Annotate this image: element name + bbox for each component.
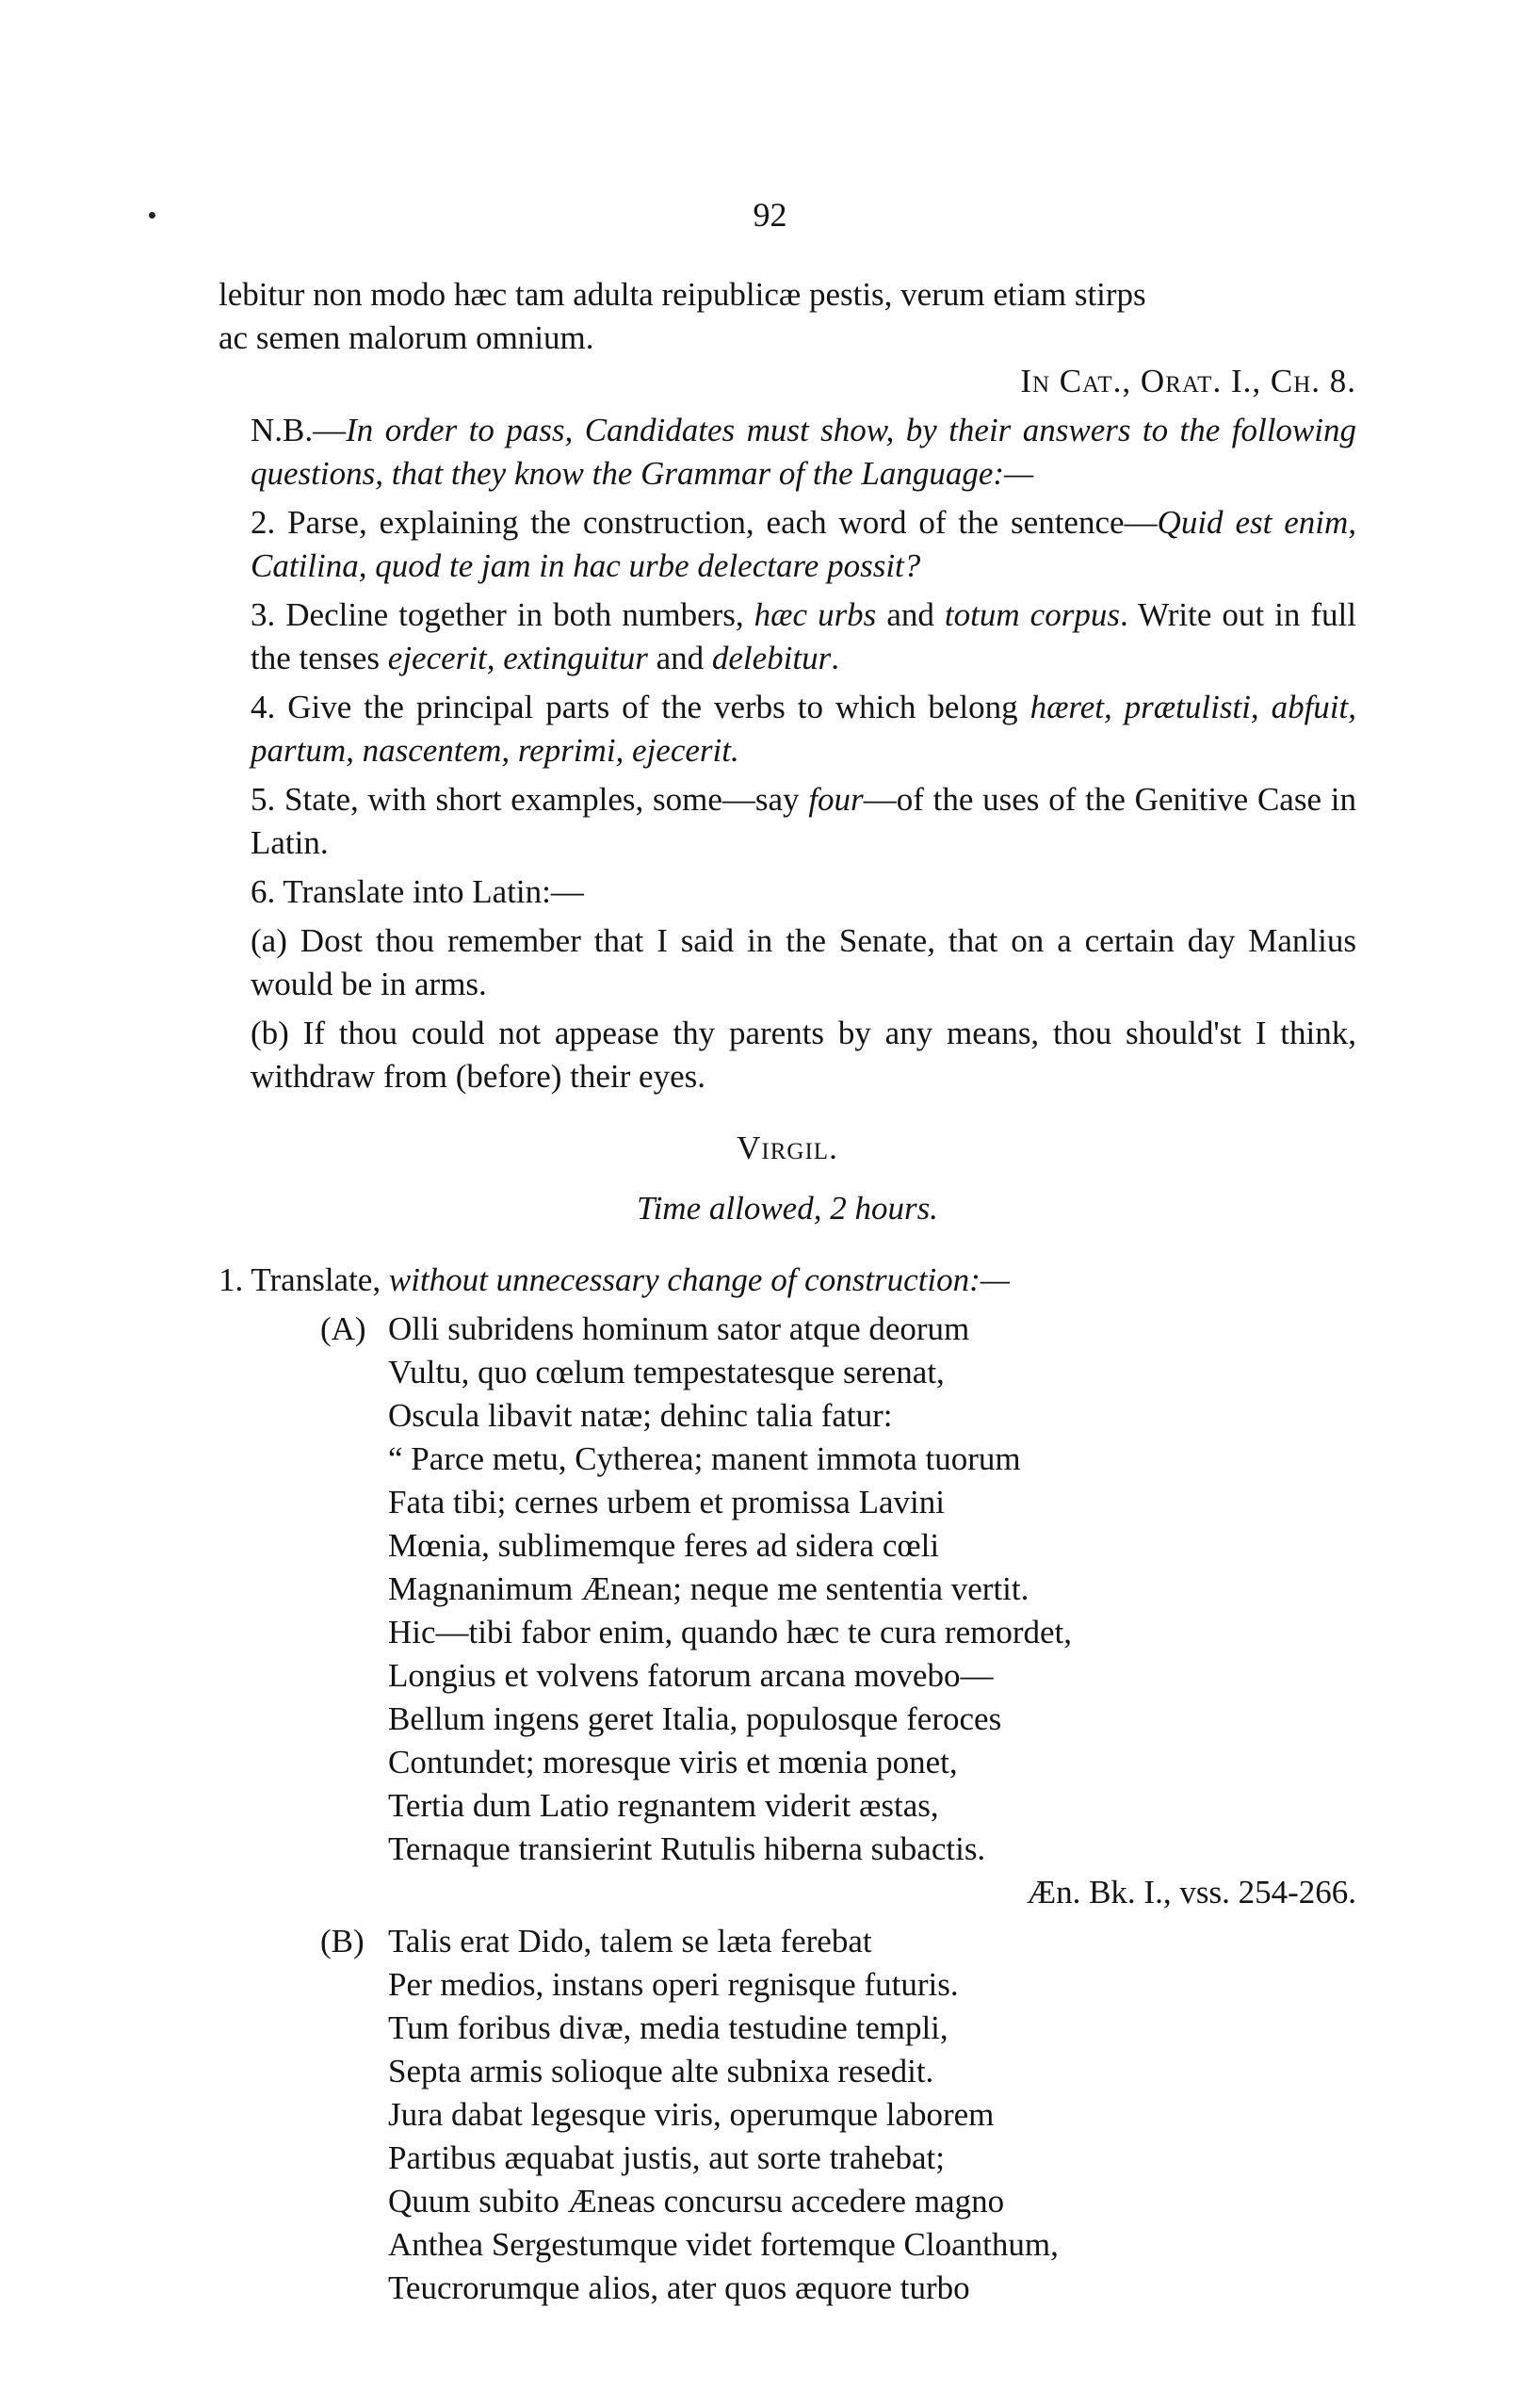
verse-line: Olli subridens hominum sator atque deorum xyxy=(388,1310,970,1347)
verse-line: Tertia dum Latio regnantem viderit æstas, xyxy=(388,1787,939,1824)
question-3-word-2: totum corpus xyxy=(944,596,1120,633)
verse-line: Oscula libavit natæ; dehinc talia fatur: xyxy=(388,1397,893,1434)
verse-line: Hic—tibi fabor enim, quando hæc te cura remordet, xyxy=(388,1614,1073,1650)
question-2-text: 2. Parse, explaining the construction, each word of the sentence— xyxy=(251,504,1158,541)
opening-paragraph xyxy=(219,273,1356,360)
citation-cicero: In Cat., Orat. I., Ch. 8. xyxy=(1020,363,1356,399)
question-6b xyxy=(219,1012,1356,1098)
question-3 xyxy=(219,593,1356,680)
passage-b xyxy=(219,1920,1356,2310)
passage-a-first-line xyxy=(320,1308,1356,1351)
question-5 xyxy=(219,778,1356,865)
verse-line: Vultu, quo cœlum tempestatesque serenat, xyxy=(388,1354,945,1390)
passage-a xyxy=(219,1308,1356,1871)
verse-line: Partibus æquabat justis, aut sorte trahebat; xyxy=(388,2139,946,2176)
verse-line: Septa armis solioque alte subnixa resedit. xyxy=(388,2053,934,2089)
opening-line-2: ac semen malorum omnium. xyxy=(219,319,594,356)
virgil-question-1-italic: without unnecessary change of construction:— xyxy=(388,1261,1010,1298)
question-4 xyxy=(219,686,1356,772)
question-6b-label: (b) xyxy=(251,1015,289,1051)
verse-line: Talis erat Dido, talem se læta ferebat xyxy=(388,1923,872,1959)
passage-a-label: (A) xyxy=(320,1310,366,1347)
question-5-four: four xyxy=(808,781,864,818)
question-6b-text: If thou could not appease thy parents by any means, thou should'st I think, withdraw from (before) their eyes. xyxy=(251,1015,1357,1095)
virgil-question-1 xyxy=(219,1259,1356,1302)
verse-line: Contundet; moresque viris et mœnia ponet, xyxy=(388,1744,958,1780)
question-3-word-1: hæc urbs xyxy=(754,596,877,633)
question-6a-text: Dost thou remember that I said in the Senate, that on a certain day Manlius would be in arms. xyxy=(251,922,1356,1002)
verse-line: Anthea Sergestumque videt fortemque Cloanthum, xyxy=(388,2226,1059,2263)
time-allowed xyxy=(219,1187,1356,1230)
verse-line: Magnanimum Ænean; neque me sententia vertit. xyxy=(388,1570,1029,1607)
nota-bene xyxy=(219,409,1356,496)
question-3-and-2: and xyxy=(647,640,712,676)
verse-line: Tum foribus divæ, media testudine templi, xyxy=(388,2009,948,2046)
verse-line: Teucrorumque alios, ater quos æquore turbo xyxy=(388,2269,970,2306)
question-5-text-b: —of the uses of the Genitive Case in Latin. xyxy=(251,781,1356,861)
question-2 xyxy=(219,501,1356,588)
passage-b-first-line xyxy=(320,1920,1356,1963)
question-3-word-4: delebitur xyxy=(711,640,832,676)
question-6a-label: (a) xyxy=(251,922,287,959)
time-allowed-text: Time allowed, 2 hours. xyxy=(637,1190,938,1227)
nota-bene-prefix: N.B.— xyxy=(251,412,347,448)
verse-line: “ Parce metu, Cytherea; manent immota tuorum xyxy=(388,1440,1021,1477)
question-3-word-3: ejecerit, extinguitur xyxy=(387,640,648,676)
verse-line: Per medios, instans operi regnisque futuris. xyxy=(388,1966,959,2003)
page-number: 92 xyxy=(753,196,787,234)
question-3-and-1: and xyxy=(876,596,945,633)
opening-line-1: lebitur non modo hæc tam adulta reipublicæ pestis, verum etiam stirps xyxy=(219,276,1146,313)
question-3-end: . xyxy=(831,640,839,676)
verse-line: Jura dabat legesque viris, operumque laborem xyxy=(388,2096,995,2133)
verse-line: Bellum ingens geret Italia, populosque feroces xyxy=(388,1700,1002,1737)
verse-line: Longius et volvens fatorum arcana movebo— xyxy=(388,1657,994,1694)
question-4-text: 4. Give the principal parts of the verbs to which belong xyxy=(251,689,1030,725)
nota-bene-text: In order to pass, Candidates must show, by their answers to the following questions, that they know the Grammar of the Language:— xyxy=(251,412,1356,492)
passage-b-label: (B) xyxy=(320,1923,365,1959)
question-6a xyxy=(219,919,1356,1006)
question-3-text-b: . Write out in full the tenses xyxy=(251,596,1356,676)
verse-line: Mœnia, sublimemque feres ad sidera cœli xyxy=(388,1527,940,1564)
verse-line: Quum subito Æneas concursu accedere magno xyxy=(388,2183,1005,2219)
verse-line: Ternaque transierint Rutulis hiberna subactis. xyxy=(388,1830,986,1867)
question-2-latin: Quid est enim, Catilina, quod te jam in hac urbe delectare possit? xyxy=(251,504,1356,584)
page-text xyxy=(219,273,1356,2310)
question-3-text-a: 3. Decline together in both numbers, xyxy=(251,596,754,633)
question-6: 6. Translate into Latin:— xyxy=(251,873,584,910)
verse-line: Fata tibi; cernes urbem et promissa Lavini xyxy=(388,1484,945,1520)
section-heading-virgil: Virgil. xyxy=(737,1130,838,1166)
question-4-words: hæret, prætulisti, abfuit, partum, nascentem, reprimi, ejecerit. xyxy=(251,689,1356,769)
citation-aeneid: Æn. Bk. I., vss. 254-266. xyxy=(1026,1874,1356,1910)
virgil-question-1-text: 1. Translate, xyxy=(219,1261,389,1298)
question-5-text-a: 5. State, with short examples, some—say xyxy=(251,781,809,818)
